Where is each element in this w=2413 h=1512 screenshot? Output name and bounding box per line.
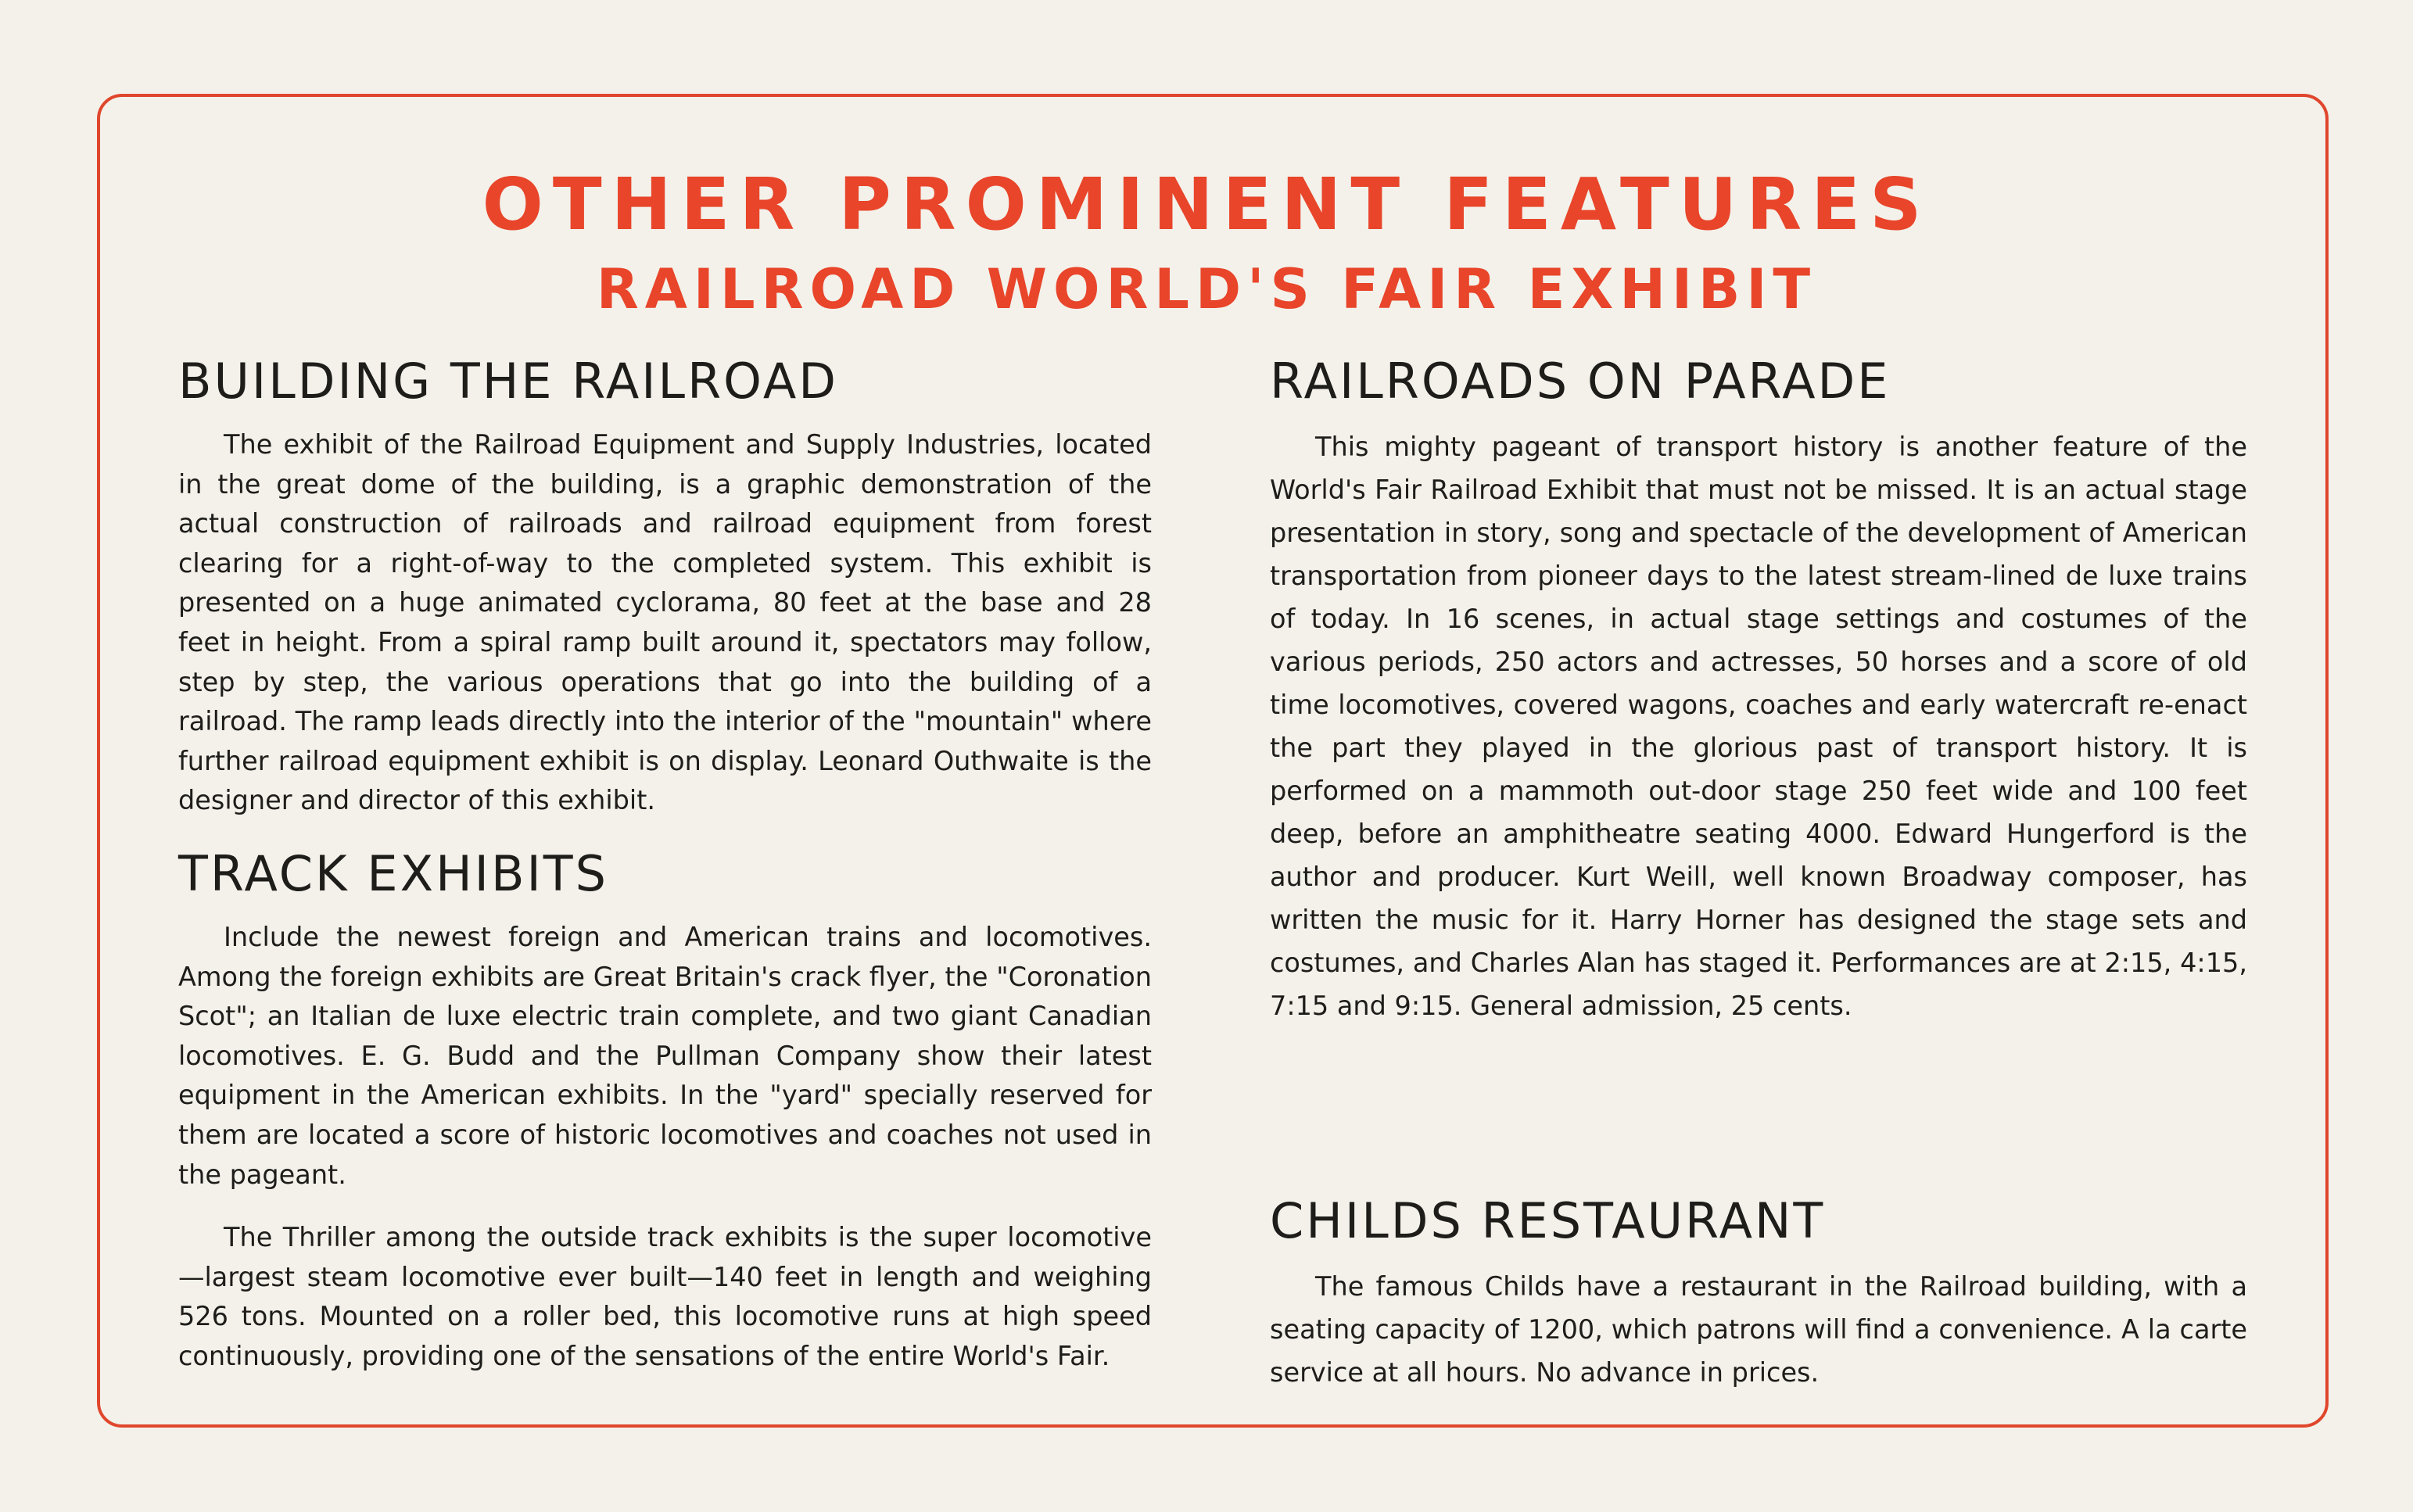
right-column	[1270, 352, 2247, 1394]
section-body-childs: The famous Childs have a restaurant in the Railroad building, with a seating capacity of 1200, which patrons will find a convenience. A la carte service at all hours. No advance in prices.	[1270, 1271, 2247, 1388]
page-subtitle: RAILROAD WORLD'S FAIR EXHIBIT	[596, 257, 1817, 321]
left-column	[178, 352, 1152, 1376]
section-heading-parade: RAILROADS ON PARADE	[1270, 353, 1891, 410]
page-title: OTHER PROMINENT FEATURES	[482, 163, 1931, 246]
section-body-track-1: Include the newest foreign and American trains and locomotives. Among the foreign exhibits are Great Britain's crack flyer, the "Coronation Scot"; an Italian de luxe electric train complete, and two giant Canadian locomotives. E. G. Budd and the Pullman Company show their latest equipment in the American exhibits. In the "yard" specially reserved for them are located a score of historic locomotives and coaches not used in the pageant.	[178, 921, 1152, 1190]
section-heading-track: TRACK EXHIBITS	[178, 844, 609, 902]
section-body-building: The exhibit of the Railroad Equipment and Supply Industries, located in the great dome of the building, is a graphic demonstration of the actual construction of railroads and railroad equipment from forest clearing for a right-of-way to the completed system. This exhibit is presented on a huge animated cyclorama, 80 feet at the base and 28 feet in height. From a spiral ramp built around it, spectators may follow, step by step, the various operations that go into the building of a railroad. The ramp leads directly into the interior of the "mountain" where further railroad equipment exhibit is on display. Leonard Outhwaite is the designer and director of this exhibit.	[178, 429, 1152, 816]
section-body-parade: This mighty pageant of transport history is another feature of the World's Fair Railroad Exhibit that must not be missed. It is an actual stage presentation in story, song and spectacle of the development of American transportation from pioneer days to the latest stream-lined de luxe trains of today. In 16 scenes, in actual stage settings and costumes of the various periods, 250 actors and actresses, 50 horses and a score of old time locomotives, covered wagons, coaches and early watercraft re-enact the part they played in the glorious past of transport history. It is performed on a mammoth out-door stage 250 feet wide and 100 feet deep, before an amphitheatre seating 4000. Edward Hungerford is the author and producer. Kurt Weill, well known Broadway composer, has written the music for it. Harry Horner has designed the stage sets and costumes, and Charles Alan has staged it. Performances are at 2:15, 4:15, 7:15 and 9:15. General admission, 25 cents.	[1270, 432, 2247, 1021]
section-heading-childs: CHILDS RESTAURANT	[1270, 1192, 1826, 1249]
section-heading-building: BUILDING THE RAILROAD	[178, 353, 839, 410]
section-body-track-2: The Thriller among the outside track exhibits is the super locomotive —largest steam locomotive ever built—140 feet in length and weighing 526 tons. Mounted on a roller bed, this locomotive runs at high speed continuously, providing one of the sensations of the entire World's Fair.	[178, 1222, 1152, 1371]
